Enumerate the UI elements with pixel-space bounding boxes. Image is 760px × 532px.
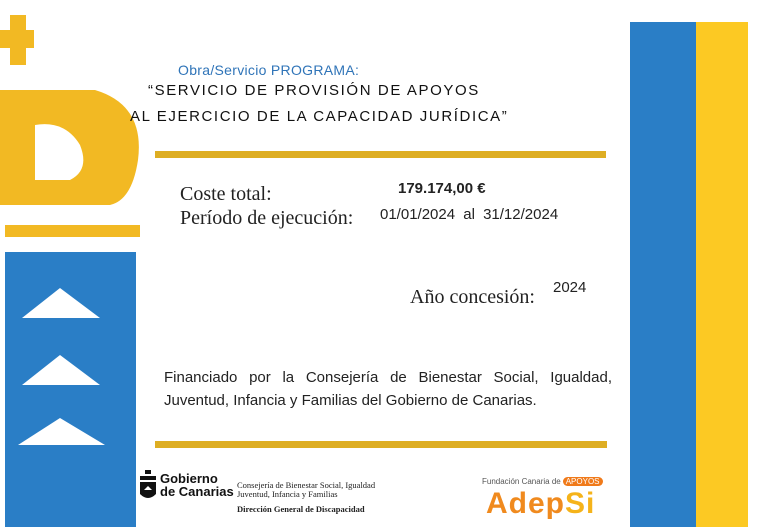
gobierno-emblem <box>0 0 140 532</box>
consejeria-line1: Consejería de Bienestar Social, Igualdad <box>237 480 376 490</box>
gobierno-name <box>160 472 234 498</box>
program-title-line2: AL EJERCICIO DE LA CAPACIDAD JURÍDICA” <box>130 108 509 125</box>
fundacion-label <box>482 477 603 486</box>
apoyos-badge: APOYOS <box>563 477 603 486</box>
gobierno-name-line2: de Canarias <box>160 484 234 499</box>
financing-text: Financiado por la Consejería de Bienestar Social, Igualdad, Juventud, Infancia y Familias del Gobierno de Canarias. <box>164 369 612 409</box>
periodo-value: 01/01/2024 al 31/12/2024 <box>380 206 559 223</box>
consejeria-line2: Juventud, Infancia y Familias <box>237 489 338 499</box>
direccion-text: Dirección General de Discapacidad <box>237 504 365 514</box>
adepsi-text-a: Adep <box>486 487 565 520</box>
gobierno-shield-icon <box>138 470 158 502</box>
anio-label: Año concesión: <box>410 286 535 308</box>
divider-top <box>155 151 606 158</box>
program-title-line1: “SERVICIO DE PROVISIÓN DE APOYOS <box>148 82 480 99</box>
adepsi-text-b: Si <box>565 487 596 520</box>
divider-bottom <box>155 441 607 448</box>
obra-label: Obra/Servicio PROGRAMA: <box>178 62 360 78</box>
adepsi-logo <box>486 487 595 521</box>
consejeria-text <box>237 481 375 499</box>
coste-value: 179.174,00 € <box>398 180 486 197</box>
anio-value: 2024 <box>553 279 587 296</box>
periodo-label: Período de ejecución: <box>180 207 354 229</box>
gobierno-name-line1: Gobierno <box>160 471 218 486</box>
flag-stripe-yellow <box>696 22 748 527</box>
flag-stripe-blue <box>630 22 696 527</box>
coste-label: Coste total: <box>180 183 272 205</box>
fundacion-text: Fundación Canaria de <box>482 477 561 486</box>
